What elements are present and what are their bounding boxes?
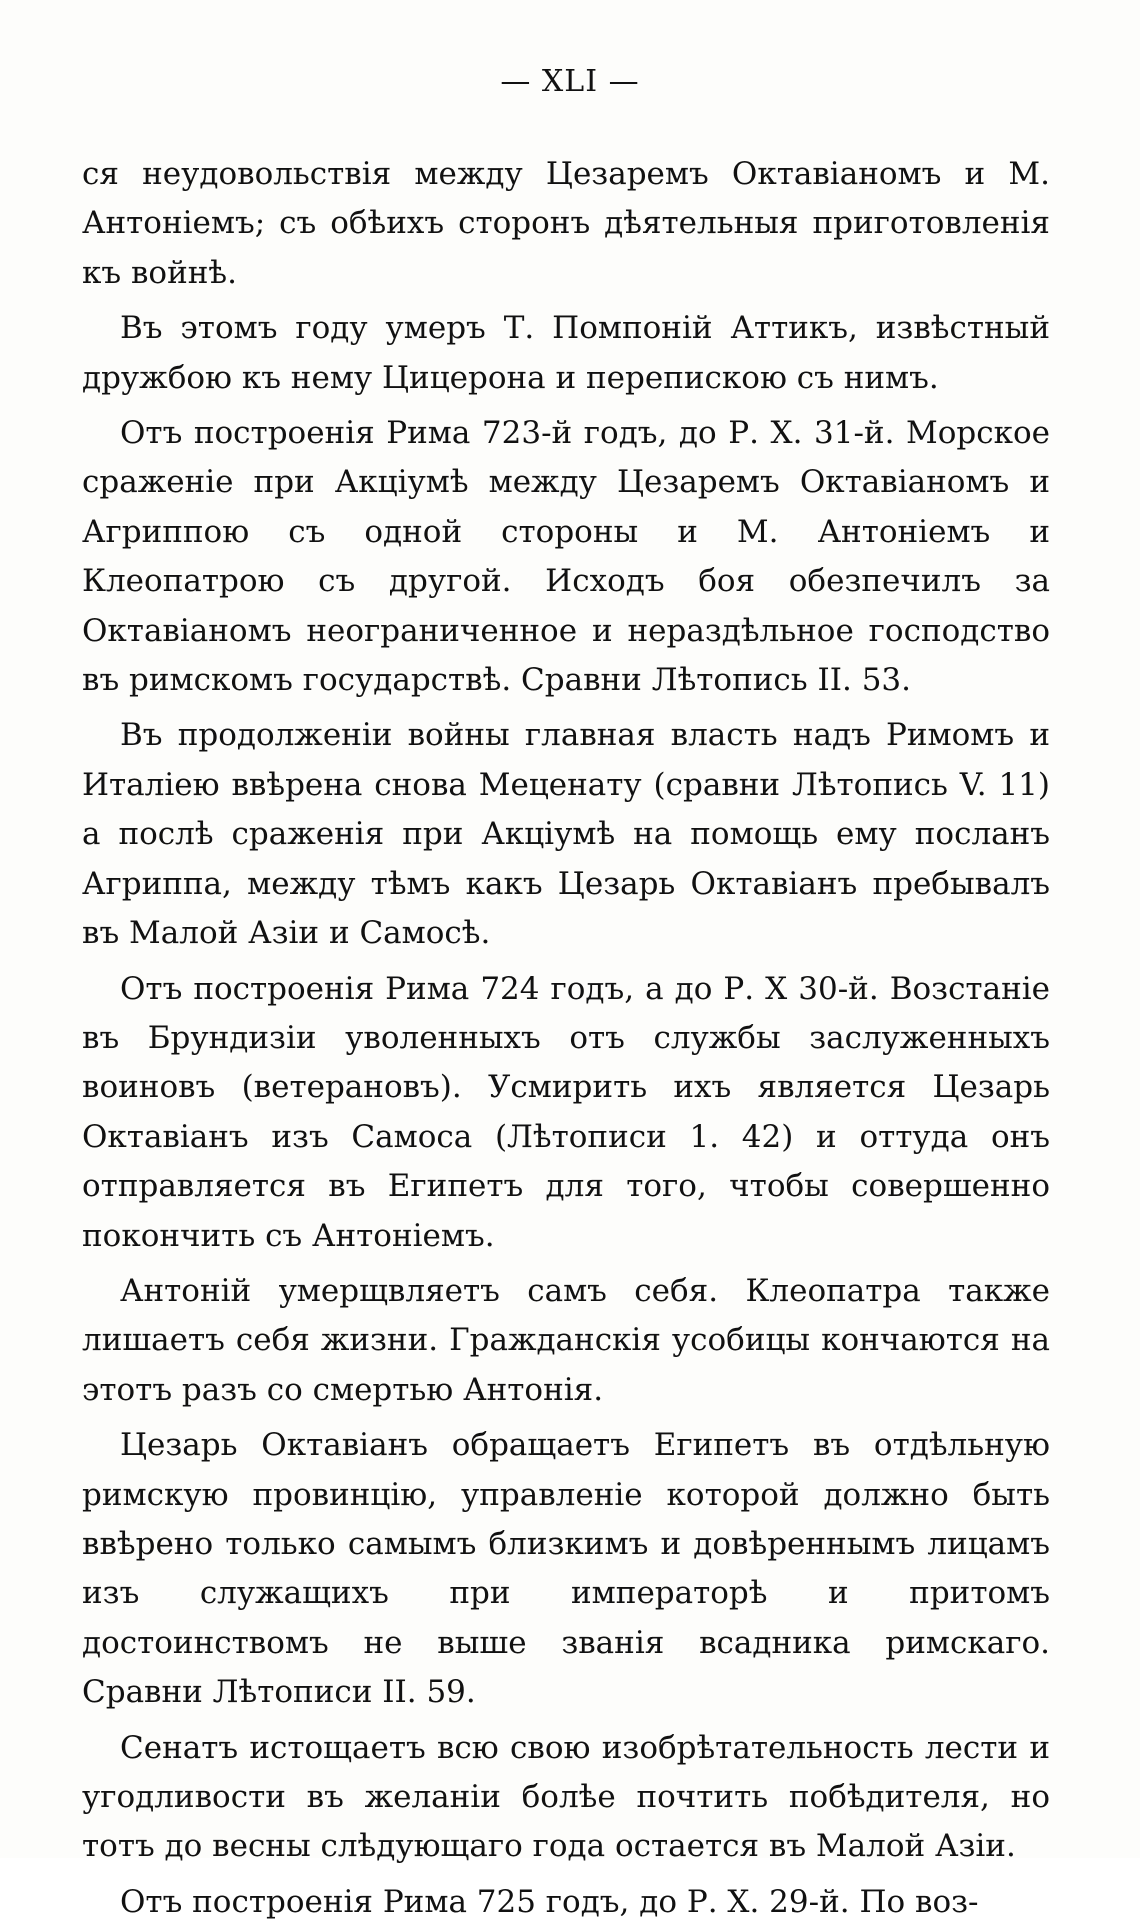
body-text [82,150,1050,1927]
paragraph-7: Цезарь Октавіанъ обращаетъ Египетъ въ отдѣльную римскую провинцію, управленіе которой должно быть ввѣрено только самымъ близкимъ и довѣреннымъ лицамъ изъ служащихъ при императорѣ и притомъ достоинствомъ не выше званія всадника римскаго. Сравни Лѣтописи II. 59. [82,1427,1050,1711]
paragraph-4: Въ продолженіи войны главная власть надъ Римомъ и Италіею ввѣрена снова Меценату (сравни Лѣтопись V. 11) а послѣ сраженія при Акціумѣ на помощь ему посланъ Агриппа, между тѣмъ какъ Цезарь Октавіанъ пребывалъ въ Малой Азіи и Самосѣ. [82,717,1050,952]
page-number-header: — XLI — [500,64,640,99]
paragraph-9: Отъ построенія Рима 725 годъ, до Р. Х. 29-й. По воз- [120,1883,979,1920]
paragraph-1: ся неудовольствія между Цезаремъ Октавіаномъ и М. Антоніемъ; съ обѣихъ сторонъ дѣятельныя приготовленія къ войнѣ. [82,156,1050,291]
paragraph-2: Въ этомъ году умеръ Т. Помпоній Аттикъ, извѣстный дружбою къ нему Цицерона и перепискою съ нимъ. [82,310,1050,396]
paragraph-5: Отъ построенія Рима 724 годъ, а до Р. Х 30-й. Возстаніе въ Брундизіи уволенныхъ отъ службы заслуженныхъ воиновъ (ветерановъ). Усмирить ихъ является Цезарь Октавіанъ изъ Самоса (Лѣтописи 1. 42) и оттуда онъ отправляется въ Египетъ для того, чтобы совершенно покончить съ Антоніемъ. [82,970,1050,1254]
paragraph-8: Сенатъ истощаетъ всю свою изобрѣтательность лести и угодливости въ желаніи болѣе почтить побѣдителя, но тотъ до весны слѣдующаго года остается въ Малой Азіи. [82,1729,1050,1865]
paragraph-6: Антоній умерщвляетъ самъ себя. Клеопатра также лишаетъ себя жизни. Гражданскія усобицы кончаются на этотъ разъ со смертью Антонія. [82,1272,1050,1408]
paragraph-3: Отъ построенія Рима 723-й годъ, до Р. Х. 31-й. Морское сраженіе при Акціумѣ между Цезаремъ Октавіаномъ и Агриппою съ одной стороны и М. Антоніемъ и Клеопатрою съ другой. Исходъ боя обезпечилъ за Октавіаномъ неограниченное и нераздѣльное господство въ римскомъ государствѣ. Сравни Лѣтопись II. 53. [82,415,1050,699]
